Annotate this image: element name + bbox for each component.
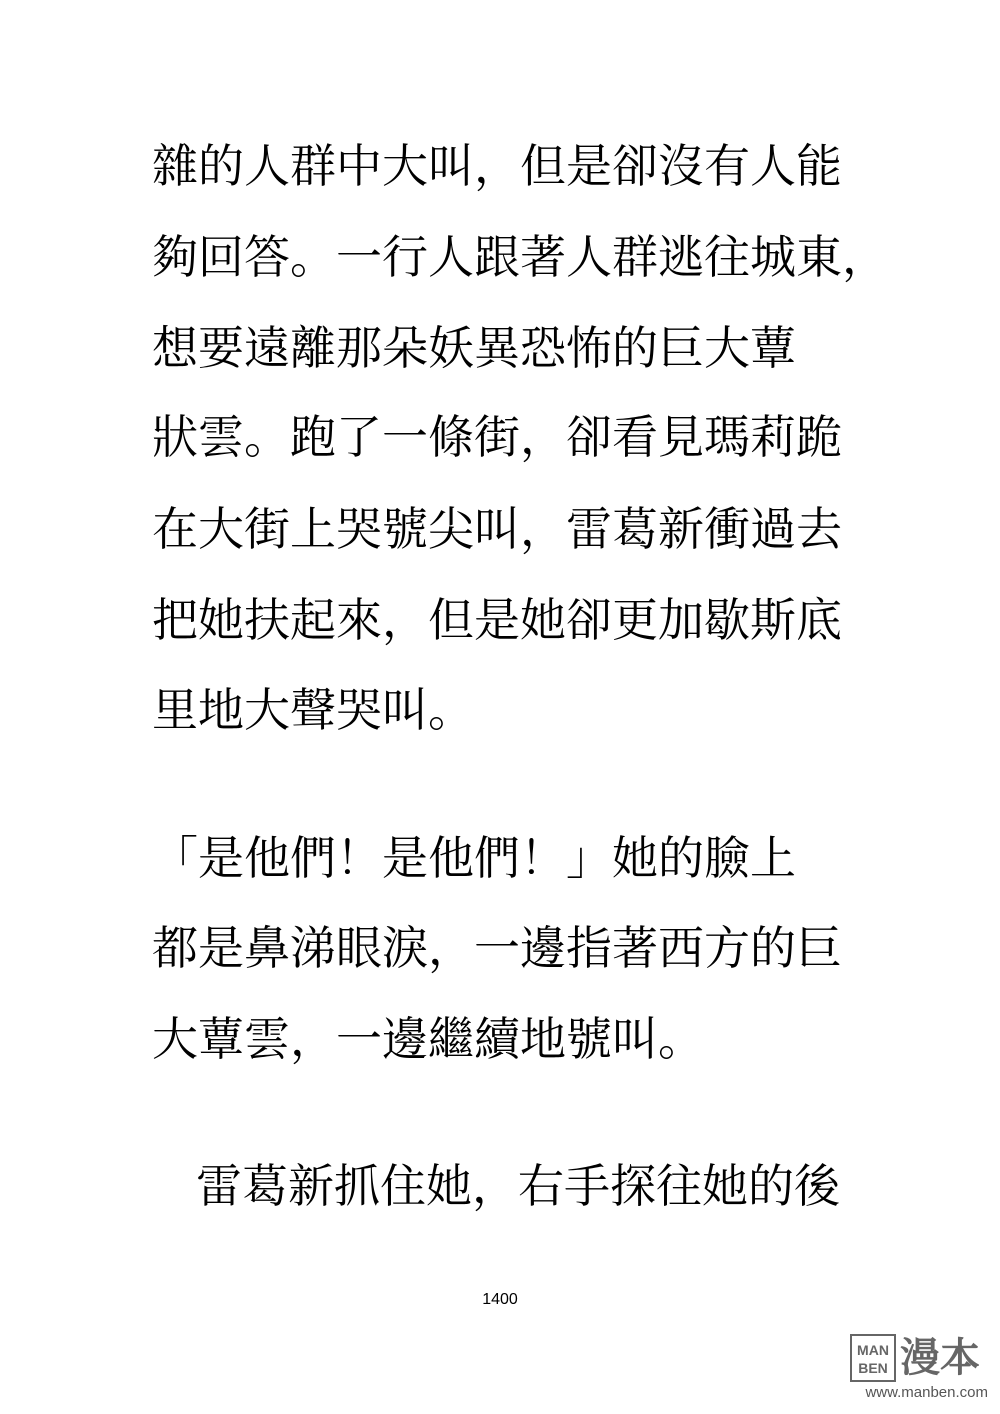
text-line: 雷葛新抓住她，右手探往她的後 — [196, 1159, 840, 1213]
svg-text:BEN: BEN — [858, 1360, 888, 1376]
text-line: 想要遠離那朵妖異恐怖的巨大蕈 — [152, 321, 796, 375]
text-line: 在大街上哭號尖叫，雷葛新衝過去 — [152, 502, 842, 556]
text-line: 狀雲。跑了一條街，卻看見瑪莉跪 — [152, 410, 842, 464]
text-line: 大蕈雲，一邊繼續地號叫。 — [152, 1012, 704, 1066]
manben-logo-icon — [850, 1334, 896, 1382]
watermark-text: 漫本 — [900, 1335, 980, 1381]
watermark — [850, 1334, 988, 1406]
text-line: 都是鼻涕眼淚，一邊指著西方的巨 — [152, 921, 842, 975]
text-line: 把她扶起來，但是她卻更加歇斯底 — [152, 593, 842, 647]
page-number: 1400 — [482, 1291, 518, 1308]
watermark-url: www.manben.com — [865, 1384, 988, 1401]
svg-text:MAN: MAN — [857, 1342, 889, 1358]
text-line: 里地大聲哭叫。 — [152, 683, 474, 737]
text-line: 夠回答。一行人跟著人群逃往城東， — [152, 230, 888, 284]
text-line: 「是他們！是他們！」她的臉上 — [152, 831, 796, 885]
text-line: 雜的人群中大叫，但是卻沒有人能 — [152, 139, 842, 193]
